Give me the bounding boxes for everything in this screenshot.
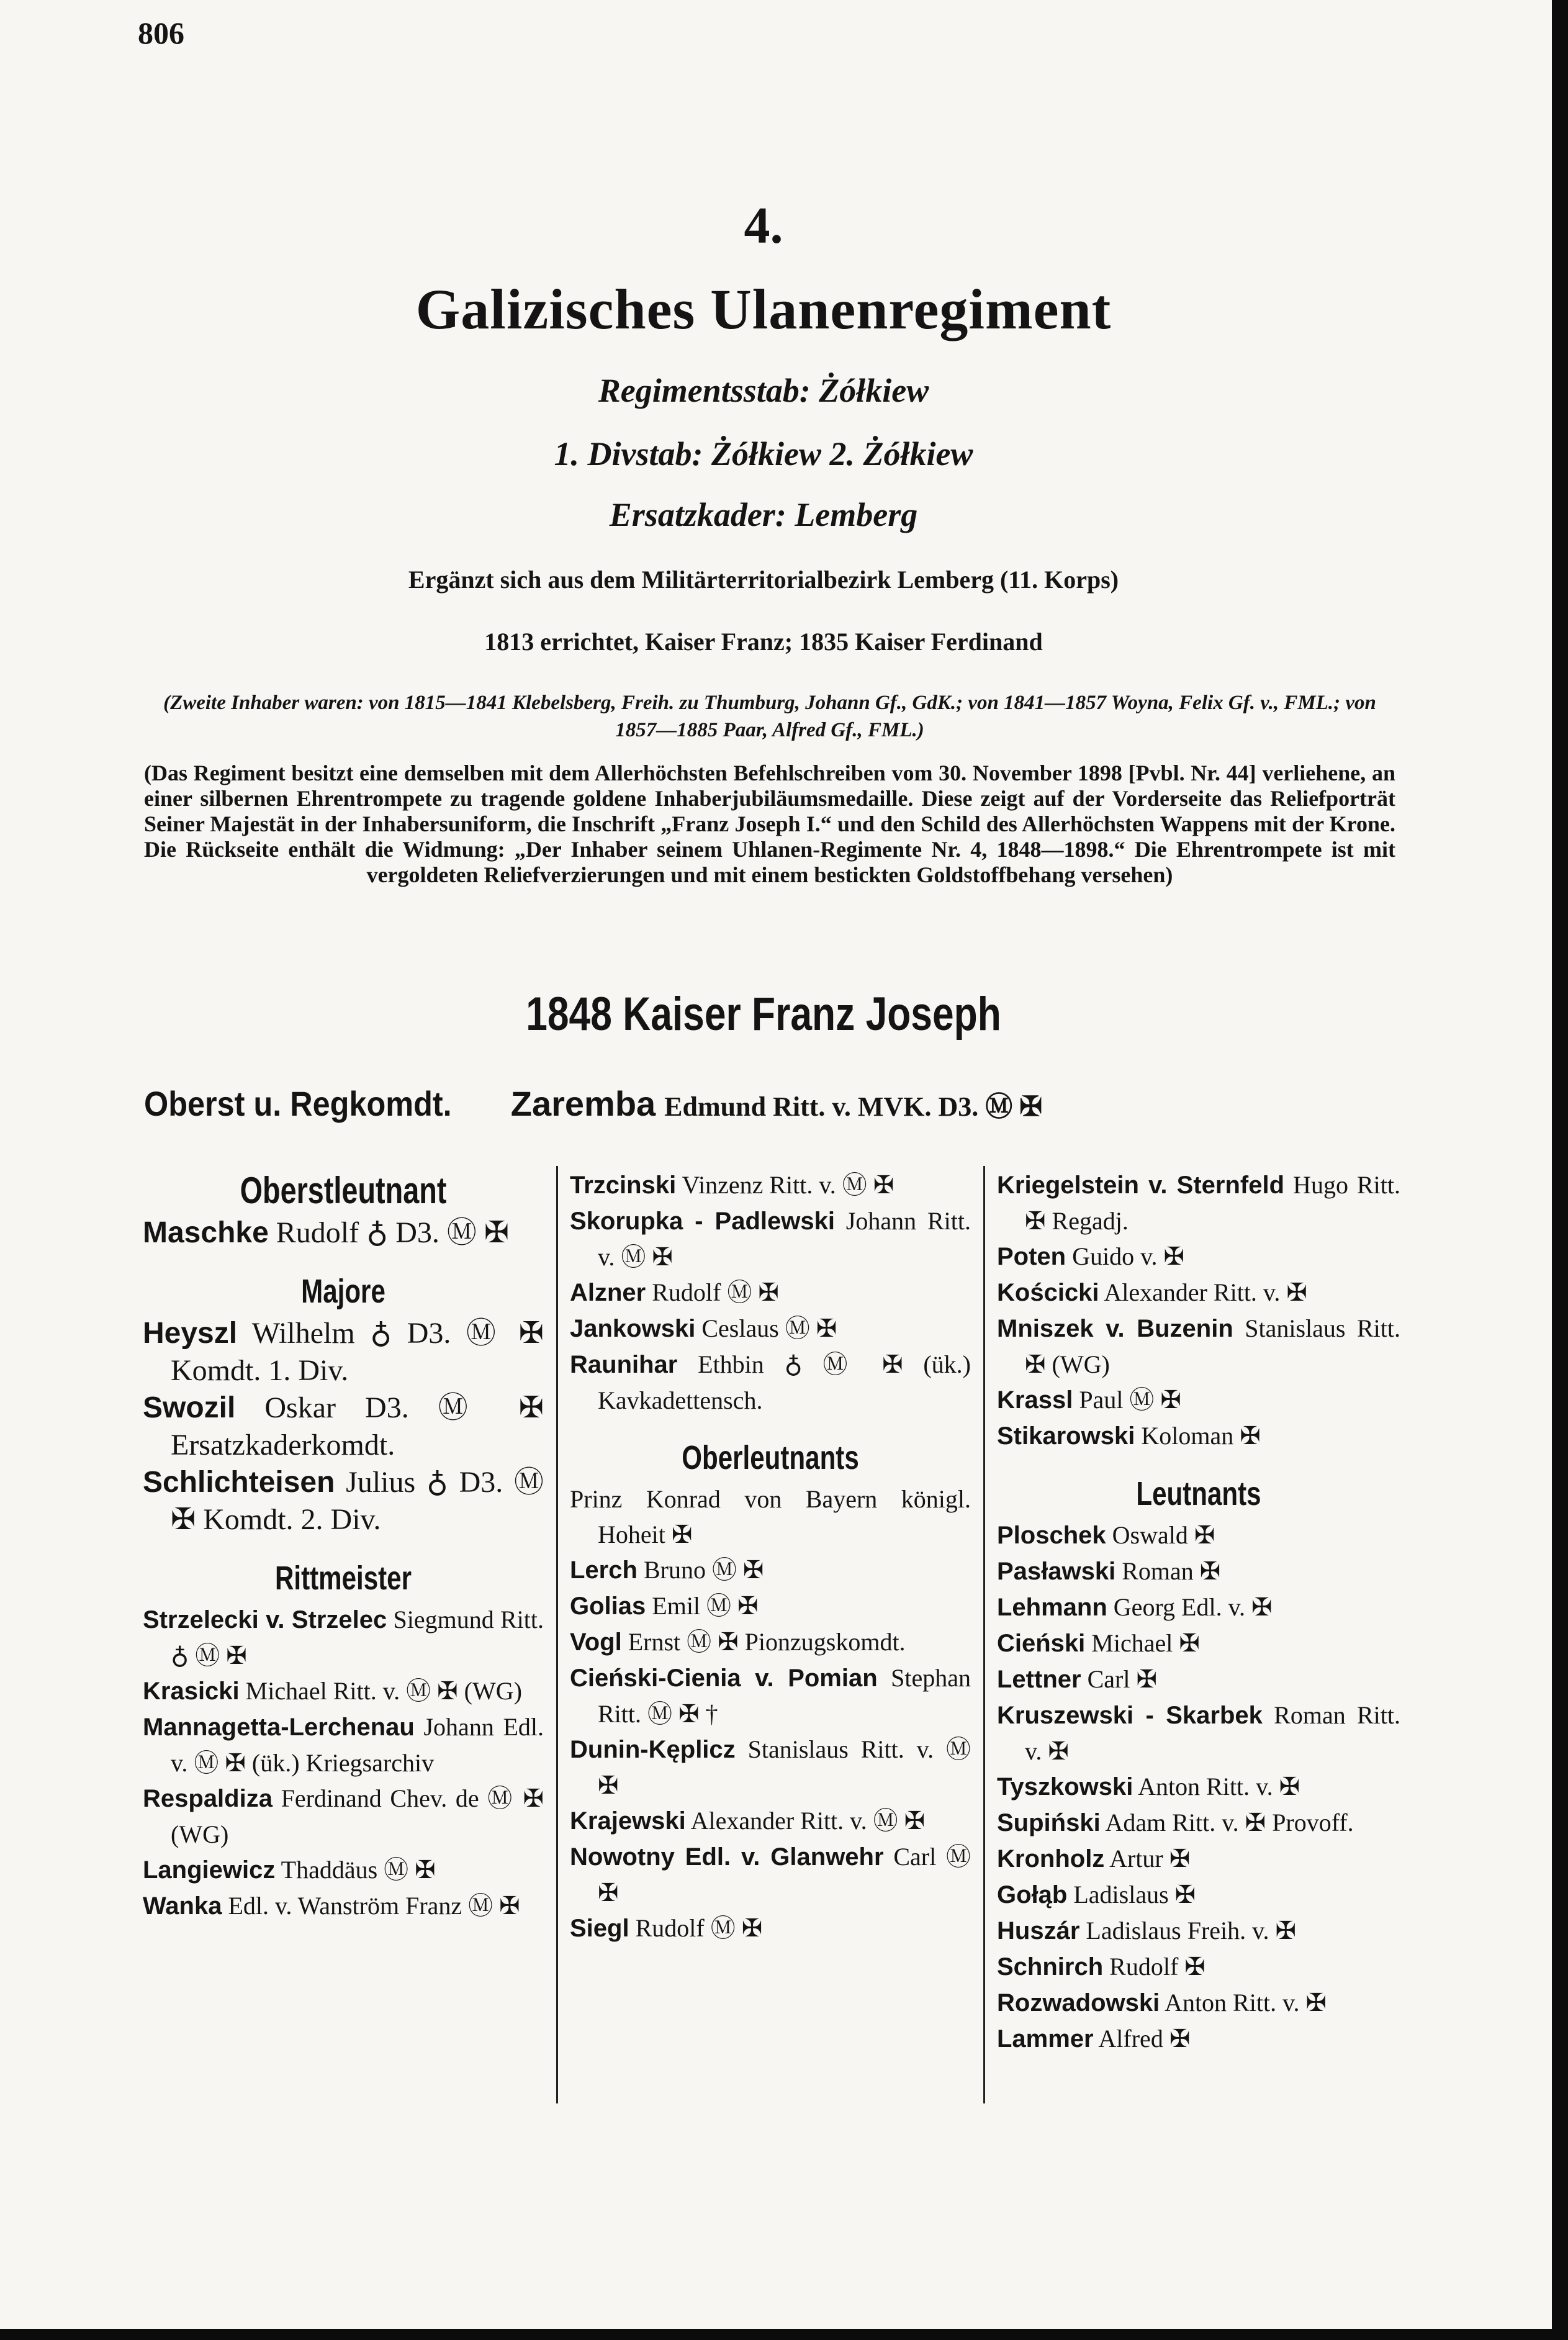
- officer-surname: Krasicki: [143, 1678, 240, 1705]
- officer-entry: [143, 1214, 544, 1252]
- officer-surname: Raunihar: [570, 1351, 678, 1378]
- medal-dedication-note: (Das Regiment besitzt eine demselben mit dem Allerhöchsten Befehlschreiben vom 30. November 1898 [Pvbl. Nr. 44] verliehene, an einer silbernen Ehrentrompete zu tragende goldene Inhaberjubiläumsmedaille. Diese zeigt auf der Vorderseite das Reliefporträt Seiner Majestät in der Inhabersuniform, die Inschrift „Franz Joseph I.“ und den Schild des Allerhöchsten Wappens mit der Krone. Die Rückseite enthält die Widmung: „Der Inhaber seinem Uhlanen-Regimente Nr. 4, 1848—1898.“ Die Ehrentrompete ist mit vergoldeten Reliefverzierungen und mit einem bestickten Goldstoffbehang versehen): [144, 761, 1395, 887]
- officer-entry: [570, 1732, 971, 1803]
- officer-entry: [997, 1382, 1400, 1418]
- officer-entry: [143, 1464, 544, 1538]
- officer-details: Stanislaus Ritt. v. Ⓜ ✠: [598, 1735, 971, 1799]
- officer-surname: Nowotny Edl. v. Glanwehr: [570, 1843, 884, 1871]
- officer-surname: Tyszkowski: [997, 1773, 1133, 1800]
- rank-heading: Rittmeister: [274, 1560, 412, 1597]
- officer-details: Emil Ⓜ ✠: [646, 1592, 759, 1620]
- officer-surname: Pasławski: [997, 1558, 1116, 1585]
- scan-border-bottom: [0, 2329, 1568, 2340]
- officer-surname: Kościcki: [997, 1279, 1099, 1306]
- officer-surname: Stikarowski: [997, 1422, 1135, 1450]
- officer-details: Koloman ✠: [1135, 1422, 1261, 1450]
- officer-surname: Skorupka - Padlewski: [570, 1208, 835, 1235]
- column-divider-2: [983, 1166, 985, 2103]
- officer-surname: Jankowski: [570, 1315, 696, 1342]
- officer-surname: Trzcinski: [570, 1172, 677, 1199]
- officer-entry: [570, 1588, 971, 1624]
- officer-entry: [997, 1769, 1400, 1805]
- officer-entry: [570, 1275, 971, 1311]
- officer-surname: Supiński: [997, 1809, 1101, 1836]
- officer-details: Oskar D3. Ⓜ ✠ Ersatzkaderkomdt.: [171, 1391, 544, 1461]
- officer-entry: [570, 1481, 971, 1552]
- regiment-staff: Regimentsstab: Żółkiew: [598, 372, 929, 409]
- officer-entry: [143, 1852, 544, 1888]
- rank-heading: Oberstleutnant: [240, 1170, 447, 1211]
- officer-details: Michael ✠: [1085, 1629, 1200, 1657]
- commander-details: Edmund Ritt. v. MVK. D3. Ⓜ ✠: [664, 1091, 1043, 1122]
- officer-entry: [997, 1553, 1400, 1589]
- regiment-title: Galizisches Ulanenregiment: [415, 278, 1112, 341]
- officer-surname: Maschke: [143, 1216, 269, 1249]
- officer-details: Anton Ritt. v. ✠: [1133, 1773, 1300, 1800]
- officer-details: Hugo Ritt. ✠ Regadj.: [1025, 1171, 1400, 1235]
- officer-entry: [570, 1311, 971, 1347]
- officer-details: Oswald ✠: [1106, 1521, 1215, 1549]
- officer-surname: Krajewski: [570, 1807, 686, 1835]
- scan-border-right: [1552, 0, 1568, 2340]
- officer-entry: [143, 1781, 544, 1852]
- officer-entry: [997, 1913, 1400, 1949]
- officer-details: Johann Ritt. v. Ⓜ ✠: [598, 1207, 971, 1271]
- officer-column-3: [997, 1167, 1400, 2057]
- officer-entry: [997, 1841, 1400, 1877]
- officer-entry: [143, 1709, 544, 1781]
- section-gap: [570, 1418, 971, 1434]
- officer-details: Adam Ritt. v. ✠ Provoff.: [1100, 1809, 1354, 1836]
- officer-surname: Lammer: [997, 2025, 1094, 2053]
- rank-heading: Oberleutnants: [682, 1439, 859, 1476]
- officer-surname: Lerch: [570, 1556, 638, 1584]
- officer-details: Alexander Ritt. v. ✠: [1099, 1278, 1307, 1306]
- officer-details: Roman Ritt. v. ✠: [1025, 1701, 1400, 1765]
- officer-details: Stephan Ritt. Ⓜ ✠ †: [598, 1664, 971, 1728]
- officer-details: Ernst Ⓜ ✠ Pionzugskomdt.: [621, 1628, 906, 1656]
- officer-surname: Vogl: [570, 1629, 622, 1656]
- officer-details: Rudolf Ⓜ ✠: [629, 1914, 763, 1942]
- officer-entry: [570, 1552, 971, 1588]
- officer-entry: [997, 1985, 1400, 2021]
- officer-details: Rudolf ✠: [1103, 1953, 1205, 1981]
- officer-entry: [143, 1315, 544, 1389]
- officer-details: Paul Ⓜ ✠: [1073, 1386, 1181, 1414]
- officer-entry: [143, 1888, 544, 1924]
- officer-details: Thaddäus Ⓜ ✠: [275, 1856, 436, 1884]
- officer-surname: Wanka: [143, 1892, 222, 1920]
- officer-surname: Cieński-Cienia v. Pomian: [570, 1665, 878, 1692]
- officer-surname: Alzner: [570, 1279, 646, 1306]
- officer-details: Michael Ritt. v. Ⓜ ✠ (WG): [239, 1677, 522, 1705]
- officer-surname: Gołąb: [997, 1881, 1068, 1909]
- officer-entry: [997, 2021, 1400, 2057]
- officer-details: Guido v. ✠: [1066, 1242, 1185, 1270]
- officer-entry: [997, 1418, 1400, 1454]
- officer-surname: Golias: [570, 1592, 646, 1620]
- officer-details: Julius ♁ D3. Ⓜ ✠ Komdt. 2. Div.: [171, 1466, 544, 1536]
- officer-surname: Ploschek: [997, 1522, 1106, 1549]
- section-gap: [143, 1538, 544, 1555]
- officer-entry: [570, 1803, 971, 1839]
- page-number: 806: [138, 16, 184, 50]
- officer-details: Ceslaus Ⓜ ✠: [695, 1314, 837, 1342]
- officer-details: Rudolf ♁ D3. Ⓜ ✠: [268, 1216, 510, 1249]
- officer-surname: Respaldiza: [143, 1785, 273, 1812]
- officer-entry: [997, 1949, 1400, 1985]
- commander-label: Oberst u. Regkomdt.: [144, 1084, 452, 1123]
- officer-entry: [997, 1239, 1400, 1275]
- officer-surname: Poten: [997, 1243, 1066, 1270]
- officer-details: Ethbin ♁ Ⓜ ✠ (ük.) Kavkadettensch.: [598, 1350, 971, 1414]
- regiment-commander: [144, 1083, 1417, 1124]
- officer-surname: Siegl: [570, 1915, 629, 1942]
- division-staff: 1. Divstab: Żółkiew 2. Żółkiew: [554, 435, 973, 472]
- officer-surname: Langiewicz: [143, 1856, 276, 1884]
- officer-entry: [570, 1660, 971, 1732]
- commander-name: Zaremba: [510, 1084, 656, 1123]
- officer-details: Prinz Konrad von Bayern königl. Hoheit ✠: [570, 1485, 971, 1548]
- officer-entry: [997, 1167, 1400, 1239]
- officer-column-2: [570, 1167, 971, 1946]
- regiment-owner: 1848 Kaiser Franz Joseph: [526, 988, 1001, 1041]
- officer-surname: Cieński: [997, 1630, 1086, 1657]
- officer-entry: [570, 1347, 971, 1418]
- section-gap: [143, 1252, 544, 1268]
- regiment-number: 4.: [744, 197, 783, 255]
- officer-surname: Schlichteisen: [143, 1466, 335, 1499]
- officer-details: Carl ✠: [1081, 1665, 1157, 1693]
- officer-surname: Mannagetta-Lerchenau: [143, 1714, 415, 1741]
- rank-heading: Majore: [301, 1273, 385, 1310]
- officer-surname: Kruszewski - Skarbek: [997, 1702, 1263, 1729]
- officer-surname: Swozil: [143, 1391, 236, 1424]
- officer-entry: [997, 1877, 1400, 1913]
- officer-details: Anton Ritt. v. ✠: [1160, 1989, 1327, 2017]
- officer-surname: Schnirch: [997, 1953, 1104, 1981]
- officer-details: Johann Edl. v. Ⓜ ✠ (ük.) Kriegsarchiv: [171, 1713, 544, 1777]
- officer-entry: [997, 1661, 1400, 1697]
- officer-surname: Mniszek v. Buzenin: [997, 1315, 1233, 1342]
- officer-details: Carl Ⓜ ✠: [598, 1843, 971, 1907]
- ersatzkader: Ersatzkader: Lemberg: [609, 496, 918, 533]
- officer-surname: Heyszl: [143, 1317, 238, 1350]
- officer-surname: Strzelecki v. Strzelec: [143, 1606, 387, 1633]
- officer-details: Vinzenz Ritt. v. Ⓜ ✠: [676, 1171, 894, 1199]
- officer-entry: [997, 1311, 1400, 1382]
- officer-entry: [570, 1203, 971, 1275]
- officer-column-1: [143, 1167, 544, 1924]
- officer-entry: [997, 1805, 1400, 1841]
- officer-surname: Dunin-Kęplicz: [570, 1736, 736, 1763]
- officer-entry: [997, 1697, 1400, 1769]
- column-divider-1: [556, 1166, 558, 2103]
- officer-entry: [570, 1167, 971, 1203]
- officer-entry: [570, 1839, 971, 1910]
- officer-details: Wilhelm ♁ D3. Ⓜ ✠ Komdt. 1. Div.: [171, 1317, 544, 1387]
- officer-surname: Rozwadowski: [997, 1989, 1160, 2017]
- officer-details: Rudolf Ⓜ ✠: [646, 1278, 779, 1306]
- officer-entry: [997, 1517, 1400, 1553]
- officer-entry: [997, 1625, 1400, 1661]
- officer-entry: [997, 1275, 1400, 1311]
- officer-surname: Kronholz: [997, 1845, 1105, 1872]
- officer-surname: Krassl: [997, 1386, 1073, 1414]
- officer-details: Siegmund Ritt. ♁ Ⓜ ✠: [171, 1606, 544, 1669]
- officer-details: Edl. v. Wanström Franz Ⓜ ✠: [222, 1892, 520, 1920]
- rank-heading: Leutnants: [1136, 1475, 1261, 1512]
- officer-surname: Kriegelstein v. Sternfeld: [997, 1172, 1285, 1199]
- officer-details: Georg Edl. v. ✠: [1107, 1593, 1273, 1621]
- officer-details: Alfred ✠: [1093, 2025, 1191, 2053]
- officer-surname: Lehmann: [997, 1594, 1107, 1621]
- officer-details: Bruno Ⓜ ✠: [637, 1556, 764, 1584]
- officer-details: Ladislaus ✠: [1067, 1881, 1196, 1909]
- officer-details: Alexander Ritt. v. Ⓜ ✠: [685, 1807, 926, 1835]
- officer-surname: Huszár: [997, 1917, 1080, 1945]
- founding-note: 1813 errichtet, Kaiser Franz; 1835 Kaiser Ferdinand: [484, 628, 1043, 656]
- officer-entry: [570, 1624, 971, 1660]
- officer-entry: [570, 1910, 971, 1946]
- officer-details: Artur ✠: [1104, 1845, 1191, 1872]
- recruitment-district: Ergänzt sich aus dem Militärterritorialbezirk Lemberg (11. Korps): [408, 566, 1119, 594]
- officer-surname: Lettner: [997, 1666, 1081, 1693]
- officer-entry: [143, 1389, 544, 1464]
- officer-entry: [143, 1602, 544, 1673]
- officer-details: Ladislaus Freih. v. ✠: [1079, 1917, 1297, 1945]
- officer-entry: [997, 1589, 1400, 1625]
- officer-details: Stanislaus Ritt. ✠ (WG): [1025, 1314, 1400, 1378]
- officer-details: Roman ✠: [1115, 1557, 1221, 1585]
- section-gap: [997, 1454, 1400, 1470]
- previous-owners-note: (Zweite Inhaber waren: von 1815—1841 Klebelsberg, Freih. zu Thumburg, Johann Gf., GdK.; von 1841—1857 Woyna, Felix Gf. v., FML.; von 1857—1885 Paar, Alfred Gf., FML.): [163, 692, 1376, 741]
- officer-entry: [143, 1673, 544, 1709]
- officer-details: Ferdinand Chev. de Ⓜ ✠ (WG): [171, 1784, 544, 1848]
